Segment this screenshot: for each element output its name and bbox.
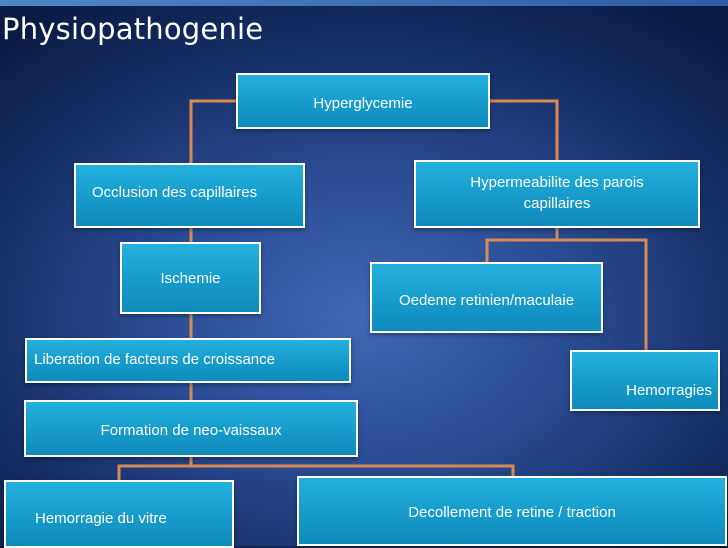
node-hemorragies-label: Hemorragies xyxy=(626,382,712,399)
node-ischemie-label: Ischemie xyxy=(160,270,221,287)
node-occlusion-label: Occlusion des capillaires xyxy=(92,184,258,201)
node-decollement xyxy=(297,476,727,546)
node-oedeme xyxy=(370,262,603,333)
connector-hyperglycemie-occlusion xyxy=(191,101,236,163)
node-neovaisseaux-label: Formation de neo-vaissaux xyxy=(100,422,282,439)
connector-hyperglycemie-hypermeabilite xyxy=(490,101,557,160)
node-hemorragies xyxy=(570,350,720,411)
node-hyperglycemie-label: Hyperglycemie xyxy=(313,95,413,112)
node-hypermeabilite-label-2: capillaires xyxy=(523,195,591,212)
node-ischemie xyxy=(120,242,261,314)
node-decollement-label: Decollement de retine / traction xyxy=(408,504,616,521)
node-liberation xyxy=(25,338,351,383)
node-hemorragie-vitre xyxy=(4,480,234,548)
slide-title: Physiopathogenie xyxy=(2,12,264,46)
node-oedeme-label: Oedeme retinien/maculaie xyxy=(398,292,575,309)
node-liberation-label: Liberation de facteurs de croissance xyxy=(34,351,275,368)
node-hypermeabilite xyxy=(414,160,700,228)
node-neovaisseaux xyxy=(24,400,358,457)
node-hyperglycemie xyxy=(236,73,490,129)
node-hemorragie-vitre-label: Hemorragie du vitre xyxy=(35,510,167,527)
node-occlusion xyxy=(74,163,305,228)
node-hypermeabilite-label-1: Hypermeabilite des parois xyxy=(470,174,644,191)
